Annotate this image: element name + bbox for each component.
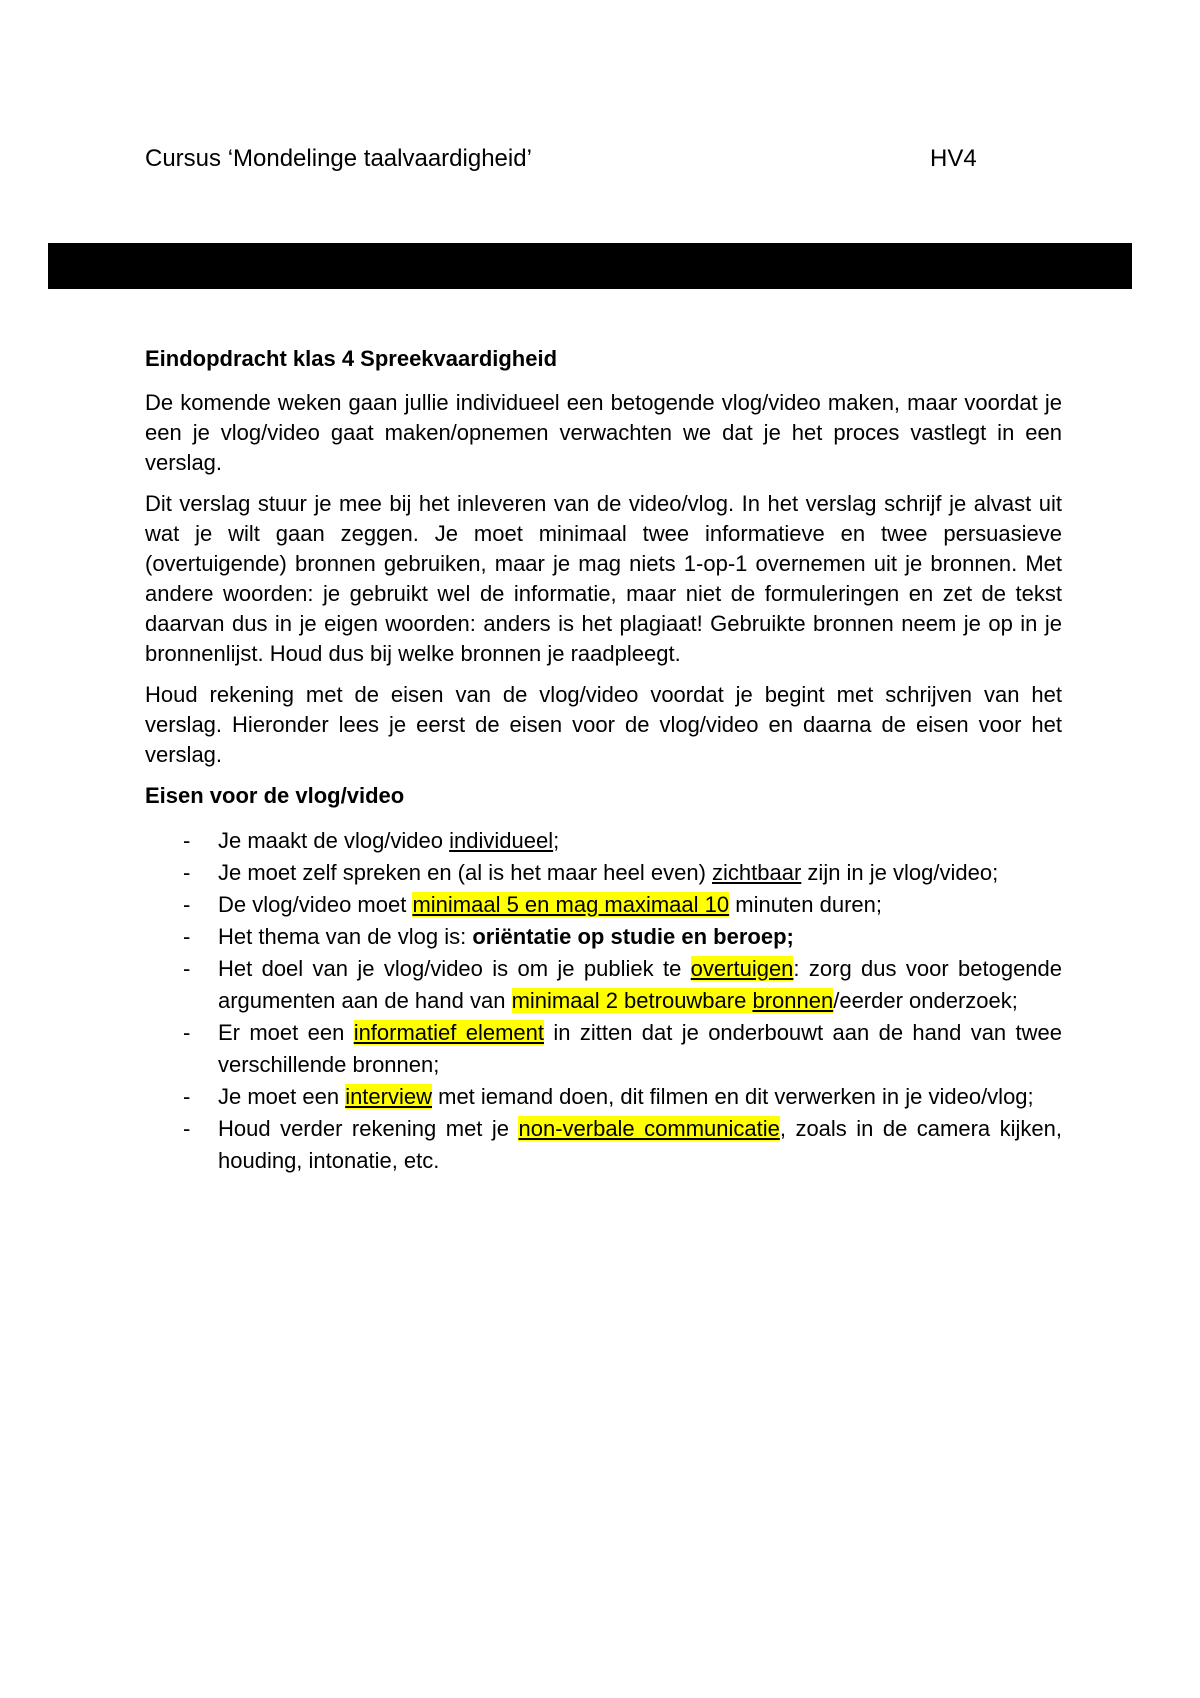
highlighted-term: bronnen bbox=[752, 988, 834, 1013]
list-item bbox=[145, 921, 1062, 953]
item-text: Er moet een bbox=[218, 1020, 354, 1045]
list-item bbox=[145, 889, 1062, 921]
item-text: minuten duren; bbox=[729, 892, 883, 917]
underlined-term: zichtbaar bbox=[712, 860, 802, 885]
black-divider-bar bbox=[48, 243, 1132, 289]
list-item bbox=[145, 1113, 1062, 1177]
item-text: Je moet een bbox=[218, 1084, 346, 1109]
highlighted-term: informatief element bbox=[353, 1020, 545, 1045]
list-item bbox=[145, 825, 1062, 857]
highlighted-term: interview bbox=[345, 1084, 432, 1109]
item-text: Houd verder rekening met je bbox=[218, 1116, 519, 1141]
item-text: Het thema van de vlog is: bbox=[218, 924, 473, 949]
item-text: Je moet zelf spreken en (al is het maar heel even) bbox=[218, 860, 713, 885]
list-item bbox=[145, 953, 1062, 1017]
highlighted-term: non-verbale communicatie bbox=[518, 1116, 780, 1141]
highlighted-term: minimaal 5 en mag maximaal 10 bbox=[412, 892, 730, 917]
highlighted-term: minimaal 2 betrouwbare bbox=[511, 988, 753, 1013]
item-text: /eerder onderzoek; bbox=[833, 988, 1018, 1013]
item-text: in zitten dat je onderbouwt aan de hand van twee verschillende bronnen; bbox=[218, 1020, 1062, 1077]
intro-paragraph: De komende weken gaan jullie individueel een betogende vlog/video maken, maar voordat je een je vlog/video gaat maken/opnemen verwachten we dat je het proces vastlegt in een verslag. bbox=[145, 390, 1062, 475]
item-text: , zoals in de camera kijken, houding, intonatie, etc. bbox=[218, 1116, 1062, 1173]
bullet-dash: - bbox=[183, 1084, 191, 1109]
item-text: : zorg dus voor betogende argumenten aan de hand van bbox=[218, 956, 1063, 1013]
class-label: HV4 bbox=[930, 145, 977, 172]
item-text: met iemand doen, dit filmen en dit verwerken in je video/vlog; bbox=[432, 1084, 1034, 1109]
course-title: Cursus ‘Mondelinge taalvaardigheid’ bbox=[145, 145, 532, 172]
list-item bbox=[145, 1017, 1062, 1081]
document-body bbox=[145, 344, 1062, 1177]
assignment-title: Eindopdracht klas 4 Spreekvaardigheid bbox=[145, 346, 558, 371]
requirements-list bbox=[145, 825, 1062, 1177]
underlined-term: individueel bbox=[449, 828, 554, 853]
bullet-dash: - bbox=[183, 1020, 191, 1045]
bullet-dash: - bbox=[183, 1116, 191, 1141]
requirements-heading: Eisen voor de vlog/video bbox=[145, 783, 405, 808]
item-text: ; bbox=[553, 828, 560, 853]
item-text: Je maakt de vlog/video bbox=[218, 828, 450, 853]
bullet-dash: - bbox=[183, 924, 191, 949]
bullet-dash: - bbox=[183, 860, 191, 885]
highlighted-term: overtuigen bbox=[690, 956, 794, 981]
list-item bbox=[145, 1081, 1062, 1113]
bullet-dash: - bbox=[183, 956, 191, 981]
bold-theme: oriëntatie op studie en beroep; bbox=[472, 924, 794, 949]
list-item bbox=[145, 857, 1062, 889]
order-paragraph: Houd rekening met de eisen van de vlog/video voordat je begint met schrijven van het verslag. Hieronder lees je eerst de eisen voor de vlog/video en daarna de eisen voor het verslag. bbox=[145, 682, 1062, 767]
item-text: zijn in je vlog/video; bbox=[801, 860, 999, 885]
bullet-dash: - bbox=[183, 892, 191, 917]
bullet-dash: - bbox=[183, 828, 191, 853]
item-text: Het doel van je vlog/video is om je publiek te bbox=[218, 956, 691, 981]
item-text: De vlog/video moet bbox=[218, 892, 413, 917]
report-paragraph: Dit verslag stuur je mee bij het inleveren van de video/vlog. In het verslag schrijf je alvast uit wat je wilt gaan zeggen. Je moet minimaal twee informatieve en twee persuasieve (overtuigende) bronnen gebruiken, maar je mag niets 1-op-1 overnemen uit je bronnen. Met andere woorden: je gebruikt wel de informatie, maar niet de formuleringen en zet de tekst daarvan dus in je eigen woorden: anders is het plagiaat! Gebruikte bronnen neem je op in je bronnenlijst. Houd dus bij welke bronnen je raadpleegt. bbox=[145, 491, 1062, 666]
